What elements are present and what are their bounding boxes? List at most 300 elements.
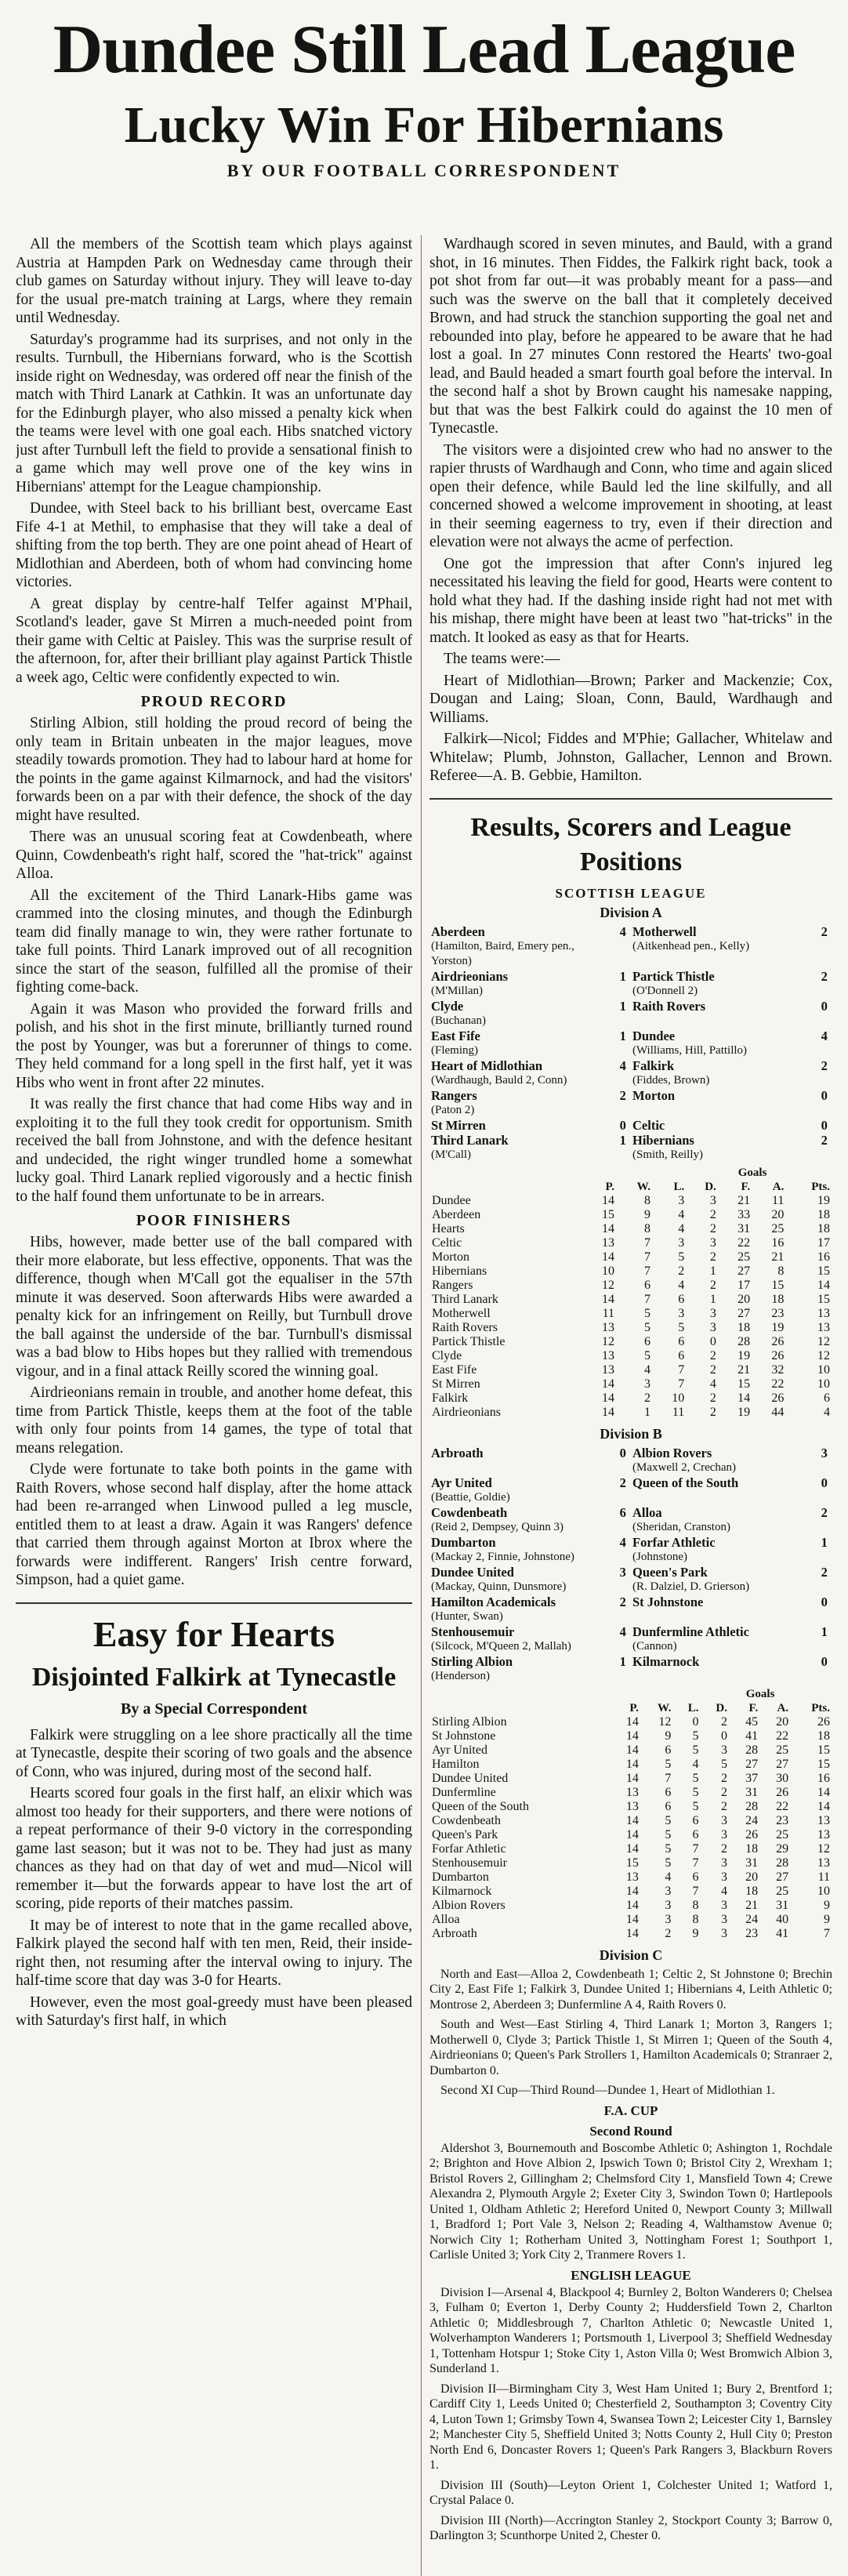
division-a-table	[429, 1166, 832, 1420]
right-column	[429, 235, 832, 2576]
stat-cell: 37	[745, 1771, 759, 1785]
table-row	[429, 1870, 832, 1885]
stat-cell: 7	[678, 1377, 685, 1391]
team-name: Dunfermline	[432, 1785, 496, 1799]
home-team-cell	[429, 1088, 614, 1118]
stat-cell: 26	[817, 1714, 830, 1729]
home-team: Clyde	[431, 998, 464, 1014]
col-header-w: W.	[636, 1180, 651, 1193]
scottish-league-label: SCOTTISH LEAGUE	[555, 885, 707, 901]
stat-cell: 6	[644, 1334, 651, 1348]
stat-cell: 5	[692, 1771, 699, 1785]
stat-cell: 7	[644, 1264, 651, 1278]
home-team-cell	[429, 1654, 614, 1684]
stat-cell: 24	[745, 1813, 759, 1827]
table-row	[429, 1729, 832, 1743]
hearts-byline: By a Special Correspondent	[121, 1700, 307, 1718]
left-column	[16, 235, 412, 2576]
stat-cell: 20	[745, 1870, 759, 1884]
col-header-pts: Pts.	[811, 1180, 830, 1193]
stat-cell: 9	[824, 1912, 830, 1926]
stat-cell: 16	[771, 1235, 785, 1250]
table-row	[429, 1208, 832, 1222]
table-row	[429, 1264, 832, 1279]
team-header	[429, 1701, 611, 1715]
stat-cell: 7	[692, 1884, 699, 1898]
stat-cell: 2	[709, 1405, 716, 1419]
stat-cell: 12	[817, 1348, 830, 1362]
stat-cell: 13	[625, 1799, 639, 1813]
table-header-row	[429, 1701, 832, 1715]
article-paragraph: The visitors were a disjointed crew who had no answer to the rapier thrusts of Wardhaugh and Conn, who time and again sliced open their defence, while Bauld led the line skilfully, and all concerned showed a welcome improvement in shooting, at least in their seeming eagerness to try, even if their direction and elevation were not always the acme of perfection.	[429, 441, 832, 550]
fa-cup-label: F.A. CUP	[603, 2103, 658, 2118]
stat-cell: 41	[745, 1729, 759, 1743]
stat-cell: 2	[709, 1278, 716, 1292]
away-team-cell	[631, 1624, 816, 1654]
stat-cell: 22	[771, 1377, 785, 1391]
team-name: East Fife	[432, 1362, 477, 1377]
table-row	[429, 1250, 832, 1264]
team-name: Kilmarnock	[432, 1884, 492, 1898]
blank-header	[791, 1687, 832, 1701]
stat-cell: 15	[817, 1264, 830, 1278]
home-team-cell	[429, 1118, 614, 1133]
away-team: Partick Thistle	[632, 968, 715, 984]
stat-cell: 14	[625, 1729, 639, 1743]
stat-cell: 7	[644, 1250, 651, 1264]
away-team-cell	[631, 1118, 816, 1133]
result-row	[429, 1446, 832, 1475]
stat-cell: 28	[745, 1799, 759, 1813]
stat-cell: 26	[745, 1827, 759, 1841]
article-paragraph: Hearts scored four goals in the first half, an elixir which was almost too heady for their supporters, and there were notions of a repeat performance of their 9-0 victory in the corresponding game last season; but it was not to be. They had just as many chances as they had on that day of wet and mud—Nicol will remember it—but the forwards appear to have lost the art of scoring, pide reports of their matches passim.	[16, 1785, 412, 1913]
stat-cell: 10	[602, 1264, 615, 1278]
stat-cell: 29	[776, 1841, 789, 1856]
stat-cell: 15	[737, 1377, 751, 1391]
hearts-article-continued	[429, 235, 832, 785]
home-team-cell	[429, 1624, 614, 1654]
result-row	[429, 1565, 832, 1595]
home-score: 1	[619, 968, 626, 984]
stat-cell: 32	[771, 1362, 785, 1377]
table-row	[429, 1814, 832, 1828]
away-score: 3	[821, 1445, 828, 1460]
stat-cell: 24	[745, 1912, 759, 1926]
table-row	[429, 1842, 832, 1856]
result-row	[429, 1475, 832, 1505]
stat-cell: 7	[692, 1841, 699, 1856]
stat-cell: 7	[665, 1771, 672, 1785]
stat-cell: 14	[625, 1898, 639, 1912]
stat-cell: 3	[665, 1898, 672, 1912]
subheadline: Lucky Win For Hibernians	[124, 96, 724, 154]
stat-cell: 13	[602, 1320, 615, 1334]
team-name: Hearts	[432, 1221, 465, 1235]
away-score: 0	[821, 1475, 828, 1490]
stat-cell: 5	[692, 1799, 699, 1813]
blank-header	[583, 1166, 719, 1180]
division-b-label: Division B	[600, 1425, 662, 1442]
goals-header: Goals	[737, 1166, 767, 1179]
col-header-l: L.	[673, 1180, 685, 1193]
home-team: Dumbarton	[431, 1534, 496, 1550]
stat-cell: 5	[665, 1813, 672, 1827]
stat-cell: 14	[602, 1377, 615, 1391]
away-score: 0	[821, 1594, 828, 1609]
home-team: Heart of Midlothian	[431, 1058, 543, 1073]
stat-cell: 6	[678, 1348, 685, 1362]
stat-cell: 44	[771, 1405, 785, 1419]
col-header-d: D.	[716, 1701, 728, 1714]
home-scorers: (M'Millan)	[431, 984, 484, 997]
blank-header	[429, 1166, 583, 1180]
stat-cell: 20	[771, 1207, 785, 1221]
division-b-results	[429, 1446, 832, 1684]
away-scorers: (Williams, Hill, Pattillo)	[632, 1043, 748, 1057]
stat-cell: 26	[771, 1334, 785, 1348]
division-c-results	[429, 1967, 832, 2099]
table-row	[429, 1349, 832, 1363]
stat-cell: 9	[824, 1898, 830, 1912]
stat-cell: 19	[737, 1348, 751, 1362]
proud-record-heading: PROUD RECORD	[140, 693, 288, 710]
team-name: Hibernians	[432, 1264, 487, 1278]
division-c-label: Division C	[599, 1947, 663, 1963]
stat-cell: 3	[721, 1870, 728, 1884]
stat-cell: 1	[709, 1264, 716, 1278]
table-row	[429, 1772, 832, 1786]
home-team: Rangers	[431, 1087, 477, 1103]
home-score: 3	[619, 1564, 626, 1580]
away-team: Morton	[632, 1087, 676, 1103]
stat-cell: 5	[665, 1841, 672, 1856]
away-scorers: (Smith, Reilly)	[632, 1148, 703, 1161]
stat-cell: 31	[745, 1856, 759, 1870]
stat-cell: 5	[644, 1306, 651, 1320]
article-columns	[16, 235, 832, 2576]
table-row	[429, 1406, 832, 1420]
stat-cell: 23	[771, 1306, 785, 1320]
article-paragraph: It was really the first chance that had come Hibs way and in exploiting it to the full they took credit for opportunism. Smith received the ball from Johnstone, and with the defence hesitant and undecided, the right winger trundled home a somewhat lucky goal. Third Lanark replied vigorously and a hectic finish to the half found them unfortunate to be in arrears.	[16, 1096, 412, 1205]
team-name: Hamilton	[432, 1757, 480, 1771]
main-article-part-1	[16, 235, 412, 687]
away-scorers: (Sheridan, Cranston)	[632, 1520, 730, 1533]
stat-cell: 27	[776, 1757, 789, 1771]
stat-cell: 14	[817, 1799, 830, 1813]
stat-cell: 5	[692, 1785, 699, 1799]
result-row	[429, 999, 832, 1029]
away-score: 0	[821, 1653, 828, 1669]
home-scorers: (Wardhaugh, Bauld 2, Conn)	[431, 1073, 567, 1087]
table-row	[429, 1236, 832, 1250]
home-score: 2	[619, 1594, 626, 1609]
stat-cell: 5	[665, 1856, 672, 1870]
results-paragraph: Division III (South)—Leyton Orient 1, Colchester United 1; Watford 1, Crystal Palace 0.	[429, 2478, 832, 2508]
stat-cell: 2	[665, 1926, 672, 1940]
away-team: Celtic	[632, 1117, 665, 1133]
stat-cell: 3	[721, 1827, 728, 1841]
stat-cell: 15	[771, 1278, 785, 1292]
stat-cell: 9	[692, 1926, 699, 1940]
home-score: 4	[619, 1534, 626, 1550]
result-row	[429, 1595, 832, 1624]
away-score: 2	[821, 923, 828, 939]
home-scorers: (Beattie, Goldie)	[431, 1490, 510, 1504]
stat-cell: 2	[709, 1362, 716, 1377]
blank-header	[786, 1166, 832, 1180]
stat-cell: 28	[776, 1856, 789, 1870]
stat-cell: 3	[678, 1235, 685, 1250]
stat-cell: 12	[602, 1278, 615, 1292]
team-name: Albion Rovers	[432, 1898, 506, 1912]
away-team: Queen's Park	[632, 1564, 708, 1580]
table-row	[429, 1885, 832, 1899]
stat-cell: 3	[721, 1813, 728, 1827]
stat-cell: 4	[692, 1757, 699, 1771]
table-row	[429, 1828, 832, 1842]
division-a-label: Division A	[600, 904, 662, 920]
home-score: 4	[619, 1058, 626, 1073]
article-paragraph: Airdrieonians remain in trouble, and another home defeat, this time from Partick Thistle, keeps them at the foot of the table with only four points from 14 games, the type of total that means relegation.	[16, 1384, 412, 1457]
stat-cell: 13	[817, 1856, 830, 1870]
home-score: 1	[619, 1132, 626, 1148]
stat-cell: 6	[665, 1785, 672, 1799]
stat-cell: 3	[721, 1926, 728, 1940]
col-header-a: A.	[772, 1180, 785, 1193]
stat-cell: 13	[817, 1306, 830, 1320]
col-header-d: D.	[705, 1180, 716, 1193]
away-team-cell	[631, 1133, 816, 1163]
team-name: St Johnstone	[432, 1729, 496, 1743]
away-team: Motherwell	[632, 923, 697, 939]
col-header-p: P.	[605, 1180, 615, 1193]
stat-cell: 2	[721, 1785, 728, 1799]
column-rule	[421, 235, 422, 2576]
away-scorers: (Johnstone)	[632, 1550, 687, 1563]
stat-cell: 5	[644, 1320, 651, 1334]
home-score: 1	[619, 998, 626, 1014]
result-row	[429, 1088, 832, 1118]
result-row	[429, 1654, 832, 1684]
table-row	[429, 1913, 832, 1927]
home-score: 2	[619, 1087, 626, 1103]
away-scorers: (R. Dalziel, D. Grierson)	[632, 1580, 750, 1593]
stat-cell: 31	[776, 1898, 789, 1912]
stat-cell: 8	[692, 1898, 699, 1912]
away-team: Forfar Athletic	[632, 1534, 716, 1550]
article-paragraph: Stirling Albion, still holding the proud record of being the only team in Britain unbeaten in the major leagues, move steadily towards promotion. They had to labour hard at home for the points in the game against Kilmarnock, and had the visitors' forwards been on a par with their defence, the shock of the day might have resulted.	[16, 715, 412, 824]
stat-cell: 2	[709, 1250, 716, 1264]
stat-cell: 0	[709, 1334, 716, 1348]
stat-cell: 4	[824, 1405, 830, 1419]
stat-cell: 13	[817, 1320, 830, 1334]
stat-cell: 15	[817, 1292, 830, 1306]
article-paragraph: Clyde were fortunate to take both points in the game with Raith Rovers, whose second half display, after the home attack had been re-arranged when Linwood pulled a leg muscle, entitled them to at least a draw. Again it was Rangers' defence that carried them through against Morton at Ibrox where the forwards were indifferent. Rangers' Irish centre forward, Simpson, had a quiet game.	[16, 1461, 412, 1588]
away-team-cell	[631, 924, 816, 969]
table-row	[429, 1927, 832, 1941]
stat-cell: 12	[602, 1334, 615, 1348]
stat-cell: 3	[665, 1884, 672, 1898]
home-team-cell	[429, 1475, 614, 1505]
home-score: 0	[619, 1117, 626, 1133]
table-row	[429, 1856, 832, 1870]
away-team-cell	[631, 1475, 816, 1505]
team-name: Rangers	[432, 1278, 473, 1292]
team-name: Dundee	[432, 1193, 471, 1207]
stat-cell: 5	[692, 1743, 699, 1757]
stat-cell: 4	[665, 1870, 672, 1884]
home-team: Stenhousemuir	[431, 1624, 515, 1639]
stat-cell: 6	[678, 1292, 685, 1306]
col-header-f: F.	[741, 1180, 751, 1193]
stat-cell: 3	[721, 1743, 728, 1757]
stat-cell: 25	[776, 1827, 789, 1841]
stat-cell: 13	[602, 1362, 615, 1377]
stat-cell: 8	[644, 1193, 651, 1207]
stat-cell: 13	[817, 1813, 830, 1827]
away-team-cell	[631, 1535, 816, 1565]
stat-cell: 7	[644, 1235, 651, 1250]
stat-cell: 13	[625, 1785, 639, 1799]
stat-cell: 14	[602, 1405, 615, 1419]
home-team-cell	[429, 924, 614, 969]
table-row	[429, 1715, 832, 1729]
away-score: 2	[821, 1058, 828, 1073]
stat-cell: 14	[602, 1292, 615, 1306]
article-paragraph: One got the impression that after Conn's injured leg necessitated his leaving the field for good, Hearts were content to hold what they had. If the dashing inside right had not met with his mishap, there might have been at least two "hat-tricks" in the match. It looked as easy as that for Hearts.	[429, 555, 832, 646]
stat-cell: 14	[625, 1757, 639, 1771]
english-league-results	[429, 2285, 832, 2544]
away-team-cell	[631, 1088, 816, 1118]
stat-cell: 5	[692, 1729, 699, 1743]
stat-cell: 5	[644, 1348, 651, 1362]
stat-cell: 31	[737, 1221, 751, 1235]
home-team: Cowdenbeath	[431, 1504, 508, 1520]
article-paragraph: There was an unusual scoring feat at Cowdenbeath, where Quinn, Cowdenbeath's right half, scored the "hat-trick" against Alloa.	[16, 829, 412, 882]
home-scorers: (Mackay 2, Finnie, Johnstone)	[431, 1550, 574, 1563]
team-header	[429, 1180, 583, 1194]
away-score: 2	[821, 1564, 828, 1580]
away-score: 0	[821, 1117, 828, 1133]
col-header-w: W.	[657, 1701, 672, 1714]
stat-cell: 8	[644, 1221, 651, 1235]
table-row	[429, 1279, 832, 1293]
stat-cell: 6	[692, 1827, 699, 1841]
away-team: Queen of the South	[632, 1475, 739, 1490]
main-article-part-3	[16, 1233, 412, 1590]
home-team: St Mirren	[431, 1117, 486, 1133]
stat-cell: 18	[817, 1221, 830, 1235]
stat-cell: 9	[644, 1207, 651, 1221]
stat-cell: 18	[737, 1320, 751, 1334]
away-score: 2	[821, 1132, 828, 1148]
away-team: St Johnstone	[632, 1594, 704, 1609]
home-scorers: (Paton 2)	[431, 1103, 475, 1116]
home-scorers: (M'Call)	[431, 1148, 472, 1161]
home-scorers: (Hamilton, Baird, Emery pen., Yorston)	[431, 939, 574, 967]
table-row	[429, 1307, 832, 1321]
stat-cell: 3	[709, 1320, 716, 1334]
stat-cell: 3	[665, 1912, 672, 1926]
main-article-part-2	[16, 714, 412, 1206]
away-score: 1	[821, 1534, 828, 1550]
away-team-cell	[631, 999, 816, 1029]
team-name: Stirling Albion	[432, 1714, 507, 1729]
stat-cell: 7	[644, 1292, 651, 1306]
home-team: Stirling Albion	[431, 1653, 513, 1669]
result-row	[429, 924, 832, 969]
stat-cell: 14	[602, 1391, 615, 1405]
headline: Dundee Still Lead League	[53, 12, 795, 88]
stat-cell: 3	[644, 1377, 651, 1391]
away-score: 1	[821, 1624, 828, 1639]
stat-cell: 14	[625, 1912, 639, 1926]
stat-cell: 2	[678, 1264, 685, 1278]
table-row	[429, 1786, 832, 1800]
stat-cell: 6	[824, 1391, 830, 1405]
result-row	[429, 1133, 832, 1163]
stat-cell: 14	[602, 1250, 615, 1264]
team-name: Falkirk	[432, 1391, 469, 1405]
stat-cell: 25	[737, 1250, 751, 1264]
stat-cell: 14	[625, 1813, 639, 1827]
stat-cell: 40	[776, 1912, 789, 1926]
stat-cell: 19	[771, 1320, 785, 1334]
results-paragraph: Second XI Cup—Third Round—Dundee 1, Heart of Midlothian 1.	[440, 2084, 775, 2098]
stat-cell: 5	[665, 1827, 672, 1841]
article-paragraph: Falkirk were struggling on a lee shore practically all the time at Tynecastle, despite their scoring of two goals and the absence of Conn, who was injured, during most of the second half.	[16, 1726, 412, 1780]
home-team: Hamilton Academicals	[431, 1594, 556, 1609]
team-name: St Mirren	[432, 1377, 480, 1391]
home-scorers: (Buchanan)	[431, 1014, 486, 1027]
away-team-cell	[631, 1595, 816, 1624]
stat-cell: 4	[678, 1221, 685, 1235]
stat-cell: 7	[692, 1856, 699, 1870]
stat-cell: 1	[709, 1292, 716, 1306]
home-score: 0	[619, 1445, 626, 1460]
stat-cell: 16	[817, 1771, 830, 1785]
stat-cell: 14	[817, 1785, 830, 1799]
team-name: Stenhousemuir	[432, 1856, 507, 1870]
col-header-a: A.	[777, 1701, 789, 1714]
stat-cell: 3	[678, 1193, 685, 1207]
home-team: Airdrieonians	[431, 968, 509, 984]
stat-cell: 15	[817, 1757, 830, 1771]
table-row	[429, 1758, 832, 1772]
stat-cell: 3	[709, 1306, 716, 1320]
away-team: Hibernians	[632, 1132, 694, 1148]
stat-cell: 30	[776, 1771, 789, 1785]
col-header-p: P.	[629, 1701, 639, 1714]
hearts-subheadline: Disjointed Falkirk at Tynecastle	[31, 1663, 397, 1693]
team-name: Forfar Athletic	[432, 1841, 506, 1856]
home-team-cell	[429, 1446, 614, 1475]
away-scorers: (Aitkenhead pen., Kelly)	[632, 939, 750, 952]
home-scorers: (Silcock, M'Queen 2, Mallah)	[431, 1639, 571, 1653]
stat-cell: 21	[737, 1193, 751, 1207]
away-score: 2	[821, 1504, 828, 1520]
stat-cell: 14	[625, 1743, 639, 1757]
away-team: Dunfermline Athletic	[632, 1624, 749, 1639]
away-scorers: (Cannon)	[632, 1639, 677, 1653]
results-paragraph: North and East—Alloa 2, Cowdenbeath 1; Celtic 2, St Johnstone 0; Brechin City 2, East Fife 1; Falkirk 3, Dundee United 1; Hibernians 4, Leith Athletic 0; Montrose 2, Aberdeen 3; Dunfermline A 4, Raith Rovers 0.	[429, 1967, 832, 2012]
team-name: Arbroath	[432, 1926, 477, 1940]
stat-cell: 14	[625, 1771, 639, 1785]
article-paragraph: Wardhaugh scored in seven minutes, and Bauld, with a grand shot, in 16 minutes. Then Fiddes, the Falkirk right back, took a pot shot from far out—it was probably meant for a pass—and such was the swerve on the ball that it completely deceived Brown, and had struck the stanchion supporting the goal net and rebounded into play, before he appeared to be aware that he had lost a goal. In 27 minutes Conn restored the Hearts' two-goal lead, and Bauld headed a smart fourth goal before the interval. In the second half a shot by Brown caught his namesake napping, but that was the best Falkirk could do against the 10 men of Tynecastle.	[429, 236, 832, 437]
stat-cell: 11	[672, 1405, 685, 1419]
table-row	[429, 1377, 832, 1391]
away-team: Kilmarnock	[632, 1653, 700, 1669]
